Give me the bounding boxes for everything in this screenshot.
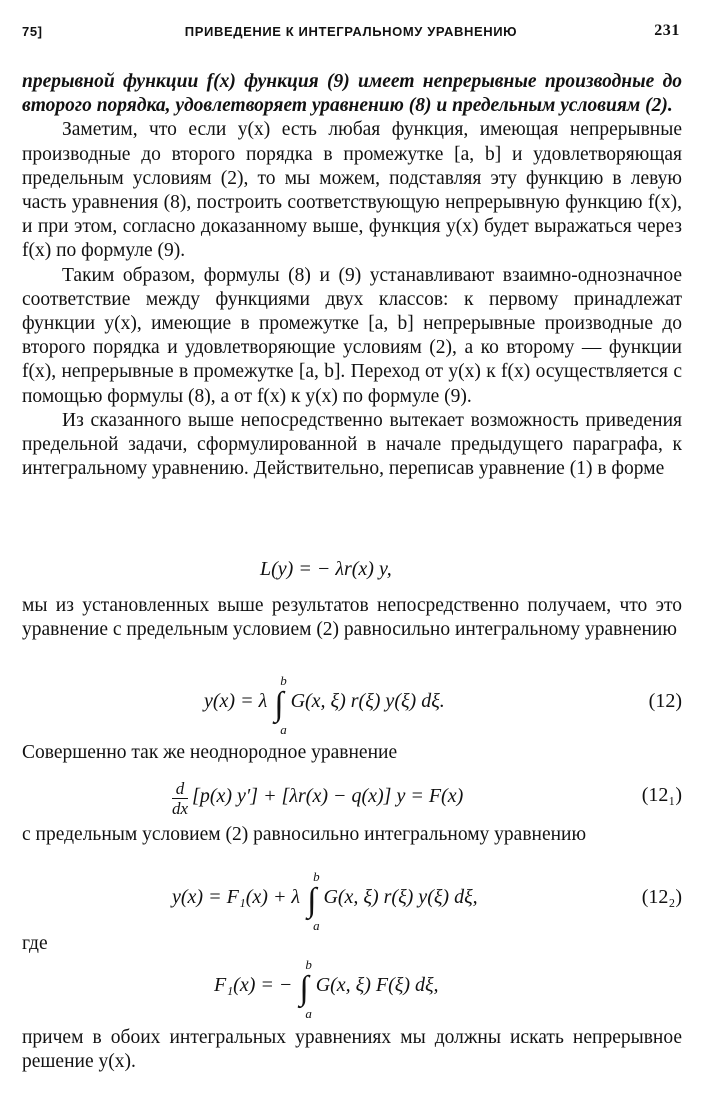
equation-12-2-lhs: y(x) = F₁(x) + λ: [172, 886, 301, 908]
equation-12-1-number: (12₁): [641, 784, 682, 806]
upper-limit: b: [280, 673, 287, 688]
paragraph-reduction: Из сказанного выше непосредственно вытекает возможность приведения предельной задачи, сформулированной в начале предыдущего параграфа, к интегральному уравнению. Действительно, переписав уравнение (1) в форме: [22, 409, 682, 480]
running-title: ПРИВЕДЕНИЕ К ИНТЕГРАЛЬНОМУ УРАВНЕНИЮ: [184, 24, 518, 39]
equation-L-expr: L(y) = − λr(x) y,: [260, 558, 392, 580]
equation-12-2-integrand: G(x, ξ) r(ξ) y(ξ) dξ,: [323, 886, 478, 908]
derivative-fraction: [172, 780, 188, 819]
equation-12-1-body: [p(x) y′] + [λr(x) − q(x)] y = F(x): [192, 785, 464, 807]
paragraph-equivalence: мы из установленных выше результатов непосредственно получаем, что это уравнение с предельным условием (2) равносильно интегральному уравнению: [22, 595, 682, 641]
fraction-numerator: d: [172, 780, 188, 799]
lower-limit: a: [280, 722, 287, 737]
text-block-boundary: [22, 823, 682, 847]
equation-12-2-expr: [172, 869, 478, 933]
text-block-where: [22, 932, 682, 956]
text-block-top: [22, 70, 682, 481]
integral-sign: ∫ b a: [274, 673, 287, 737]
integral-sign: ∫ b a: [299, 957, 312, 1021]
equation-12-number: (12): [648, 690, 682, 712]
paragraph-theorem-end: прерывной функции f(x) функция (9) имеет непрерывные производные до второго порядка, удовлетворяет уравнению (8) и предельным условиям (2).: [22, 71, 682, 117]
text-block-bottom: [22, 1026, 682, 1074]
integral-sign: ∫ b a: [307, 869, 320, 933]
equation-F1-lhs: F₁(x) = −: [214, 974, 293, 996]
paragraph-remark: Заметим, что если y(x) есть любая функция, имеющая непрерывные производные до второго порядка в промежутке [a, b] и удовлетворяющая предельным условиям (2), то мы можем, подставляя эту функцию в левую часть уравнения (8), построить соответствующую непрерывную функцию f(x), и при этом, согласно доказанному выше, функция y(x) будет выражаться через f(x) по формуле (9).: [22, 119, 682, 262]
equation-12-1: [22, 774, 682, 818]
section-number: 75]: [22, 24, 43, 39]
text-block-inhomogeneous: [22, 741, 682, 765]
equation-12-lhs: y(x) = λ: [204, 690, 268, 712]
equation-F1-expr: [214, 957, 439, 1021]
equation-12-expr: [204, 673, 445, 737]
lower-limit: a: [313, 918, 320, 933]
paragraph-inhomogeneous: Совершенно так же неоднородное уравнение: [22, 742, 398, 763]
upper-limit: b: [313, 869, 320, 884]
equation-L: [22, 558, 682, 588]
running-head: [22, 22, 680, 44]
equation-12-2-number: (12₂): [641, 886, 682, 908]
lower-limit: a: [305, 1006, 312, 1021]
equation-F1: [22, 957, 682, 1021]
paragraph-continuous-solution: причем в обоих интегральных уравнениях мы должны искать непрерывное решение y(x).: [22, 1027, 682, 1073]
fraction-denominator: dx: [172, 799, 189, 818]
text-block-middle: [22, 594, 682, 642]
paragraph-correspondence: Таким образом, формулы (8) и (9) устанавливают взаимно-однозначное соответствие между функциями двух классов: к первому принадлежат функции y(x), имеющие в промежутке [a, b] непрерывные производные до второго порядка и удовлетворяющие условиям (2), а ко второму — функции f(x), непрерывные в промежутке [a, b]. Переход от y(x) к f(x) осуществляется с помощью формулы (8), а от f(x) к y(x) по формуле (9).: [22, 264, 682, 407]
page-number: 231: [654, 22, 680, 39]
equation-12: [22, 673, 682, 737]
upper-limit: b: [305, 957, 312, 972]
equation-F1-integrand: G(x, ξ) F(ξ) dξ,: [315, 974, 439, 996]
equation-12-1-expr: [172, 780, 463, 819]
equation-12-integrand: G(x, ξ) r(ξ) y(ξ) dξ.: [290, 690, 445, 712]
paragraph-where: где: [22, 933, 48, 954]
paragraph-boundary-condition: с предельным условием (2) равносильно интегральному уравнению: [22, 824, 587, 845]
equation-12-2: [22, 869, 682, 933]
